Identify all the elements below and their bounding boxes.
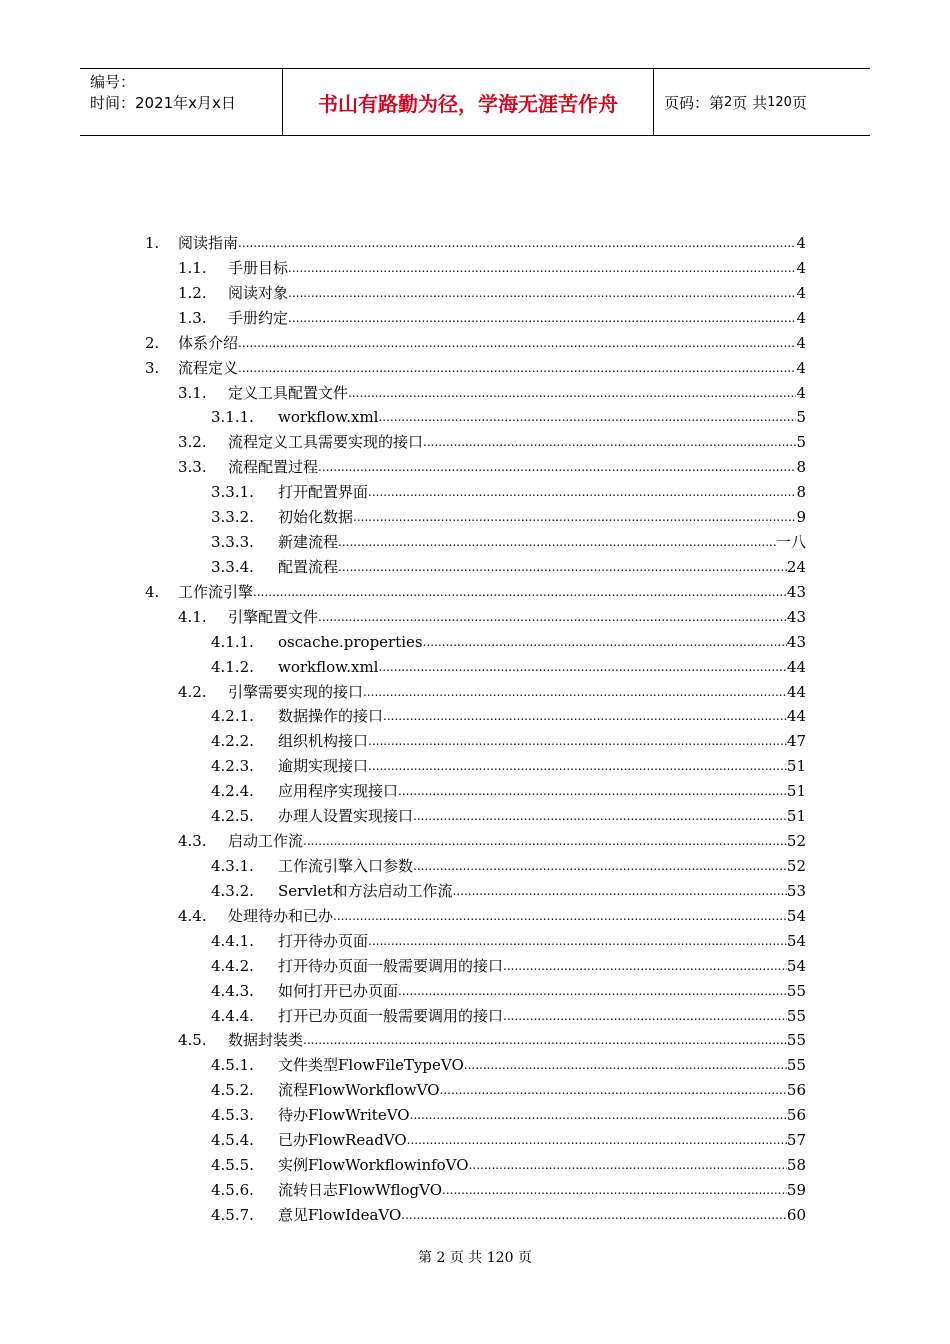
toc-entry-page: 8: [796, 483, 806, 502]
toc-entry-number: 4.2.2.: [211, 732, 254, 751]
toc-entry-number: 1.2.: [178, 283, 207, 302]
toc-leader-dots: [423, 632, 787, 652]
toc-entry-page: 55: [786, 1056, 806, 1075]
toc-leader-dots: [303, 1030, 787, 1050]
toc-entry[interactable]: [211, 731, 806, 751]
toc-entry-page: 56: [786, 1081, 806, 1100]
toc-leader-dots: [333, 906, 787, 926]
toc-entry-title: 数据操作的接口: [278, 707, 384, 726]
toc-entry-number: 3.2.: [178, 433, 207, 452]
toc-leader-dots: [398, 781, 787, 801]
toc-entry-number: 4.4.1.: [211, 931, 254, 950]
toc-leader-dots: [288, 258, 796, 278]
toc-entry-page: 55: [786, 981, 806, 1000]
toc-entry-page: 52: [786, 832, 806, 851]
toc-entry-page: 5: [796, 408, 806, 427]
toc-entry[interactable]: [211, 981, 806, 1001]
toc-entry-page: 43: [786, 607, 806, 626]
toc-entry[interactable]: [178, 258, 806, 278]
toc-entry-title: 新建流程: [278, 533, 339, 552]
toc-entry-title: Servlet和方法启动工作流: [278, 881, 453, 900]
toc-leader-dots: [453, 881, 787, 901]
toc-entry-title: 流程配置过程: [228, 458, 319, 477]
toc-entry-title: 配置流程: [278, 557, 339, 576]
toc-entry-page: 一八: [775, 533, 806, 552]
toc-entry-number: 4.1.1.: [211, 632, 254, 651]
toc-leader-dots: [398, 981, 787, 1001]
toc-entry-page: 54: [786, 906, 806, 925]
toc-entry-number: 3.3.1.: [211, 483, 254, 502]
toc-entry-title: 意见FlowIdeaVO: [278, 1205, 402, 1224]
toc-entry-page: 51: [786, 757, 806, 776]
toc-entry-number: 3.3.2.: [211, 508, 254, 527]
toc-entry[interactable]: [211, 756, 806, 776]
page-number: 2: [724, 94, 733, 110]
toc-leader-dots: [378, 657, 786, 677]
toc-entry-page: 55: [786, 1031, 806, 1050]
toc-entry-page: 8: [796, 458, 806, 477]
toc-entry-number: 4.5.2.: [211, 1081, 254, 1100]
toc-leader-dots: [238, 358, 796, 378]
toc-leader-dots: [253, 582, 787, 602]
toc-entry[interactable]: [178, 383, 806, 403]
toc-entry-number: 4.1.2.: [211, 657, 254, 676]
toc-entry-title: 组织机构接口: [278, 732, 369, 751]
toc-leader-dots: [353, 507, 796, 527]
toc-entry-number: 4.4.4.: [211, 1006, 254, 1025]
toc-leader-dots: [503, 1006, 787, 1026]
toc-entry-page: 54: [786, 931, 806, 950]
document-date-label: 时间：2021年x月x日: [90, 94, 236, 112]
toc-entry[interactable]: [211, 482, 806, 502]
page-total: 120: [767, 94, 792, 110]
toc-leader-dots: [363, 682, 787, 702]
toc-entry-number: 4.4.3.: [211, 981, 254, 1000]
toc-leader-dots: [368, 931, 787, 951]
header-motto: 书山有路勤为径，学海无涯苦作舟: [282, 69, 654, 135]
toc-entry-title: 体系介绍: [178, 333, 239, 352]
toc-entry-page: 44: [786, 657, 806, 676]
toc-entry[interactable]: [211, 657, 806, 677]
toc-leader-dots: [407, 1130, 787, 1150]
toc-entry-title: 如何打开已办页面: [278, 981, 399, 1000]
toc-entry-page: 4: [796, 383, 806, 402]
toc-entry-title: 初始化数据: [278, 508, 354, 527]
toc-leader-dots: [318, 607, 787, 627]
toc-entry-number: 4.4.2.: [211, 956, 254, 975]
toc-entry[interactable]: [211, 1006, 806, 1026]
toc-entry-title: 阅读对象: [228, 283, 289, 302]
toc-entry[interactable]: [211, 856, 806, 876]
header-info-cell: [80, 69, 282, 135]
toc-entry-number: 3.3.: [178, 458, 207, 477]
toc-entry[interactable]: [211, 1155, 806, 1175]
toc-entry-number: 4.3.2.: [211, 881, 254, 900]
toc-entry-page: 43: [786, 582, 806, 601]
toc-entry-page: 57: [786, 1131, 806, 1150]
toc-entry-title: workflow.xml: [278, 408, 379, 427]
toc-leader-dots: [440, 1080, 787, 1100]
toc-leader-dots: [368, 731, 787, 751]
toc-entry-title: 办理人设置实现接口: [278, 807, 414, 826]
toc-entry-number: 4.5.3.: [211, 1106, 254, 1125]
toc-entry-page: 44: [786, 682, 806, 701]
toc-entry[interactable]: [178, 457, 806, 477]
toc-entry-title: 处理待办和已办: [228, 906, 334, 925]
toc-entry[interactable]: [211, 881, 806, 901]
toc-leader-dots: [378, 407, 796, 427]
toc-leader-dots: [288, 308, 796, 328]
toc-entry-title: 打开已办页面一般需要调用的接口: [278, 1006, 504, 1025]
toc-entry-title: oscache.properties: [278, 632, 423, 651]
toc-entry-page: 43: [786, 632, 806, 651]
toc-leader-dots: [442, 1180, 787, 1200]
toc-leader-dots: [413, 806, 787, 826]
toc-entry-page: 24: [786, 557, 806, 576]
toc-entry[interactable]: [211, 806, 806, 826]
toc-entry-title: 实例FlowWorkflowinfoVO: [278, 1156, 469, 1175]
toc-entry-page: 4: [796, 308, 806, 327]
toc-entry-title: 手册约定: [228, 308, 289, 327]
toc-entry-page: 4: [796, 358, 806, 377]
toc-entry-number: 4.2.5.: [211, 807, 254, 826]
toc-entry-title: 手册目标: [228, 258, 289, 277]
toc-entry[interactable]: [145, 358, 806, 378]
document-number-label: 编号：: [90, 73, 136, 91]
toc-entry-number: 4.3.: [178, 832, 207, 851]
toc-entry-title: 启动工作流: [228, 832, 304, 851]
toc-entry-title: 引擎配置文件: [228, 607, 319, 626]
toc-entry-number: 4.5.: [178, 1031, 207, 1050]
toc-entry-number: 4.3.1.: [211, 857, 254, 875]
toc-leader-dots: [238, 233, 796, 253]
toc-entry-title: 应用程序实现接口: [278, 782, 399, 801]
toc-entry-title: 工作流引擎入口参数: [278, 857, 414, 875]
toc-entry-page: 59: [786, 1180, 806, 1199]
toc-entry[interactable]: [178, 906, 806, 926]
toc-leader-dots: [318, 457, 796, 477]
toc-leader-dots: [338, 532, 776, 552]
toc-entry-title: 流程定义工具需要实现的接口: [228, 433, 424, 452]
toc-entry-page: 51: [786, 807, 806, 826]
toc-entry-title: 流程定义: [178, 358, 239, 377]
toc-entry-title: 引擎需要实现的接口: [228, 682, 364, 701]
toc-leader-dots: [413, 856, 787, 876]
page-footer: 第 2 页 共 120 页: [418, 1250, 532, 1266]
toc-entry-number: 3.: [145, 358, 160, 377]
toc-entry[interactable]: [211, 931, 806, 951]
toc-entry-page: 4: [796, 333, 806, 352]
toc-leader-dots: [423, 432, 796, 452]
toc-entry-title: 已办FlowReadVO: [278, 1131, 407, 1150]
toc-entry-title: 阅读指南: [178, 234, 239, 252]
toc-entry-number: 4.2.4.: [211, 782, 254, 801]
toc-entry-page: 53: [786, 881, 806, 900]
toc-entry[interactable]: [178, 682, 806, 702]
toc-leader-dots: [338, 557, 787, 577]
toc-entry[interactable]: [211, 407, 806, 427]
toc-entry-page: 54: [786, 956, 806, 975]
toc-leader-dots: [469, 1155, 787, 1175]
toc-leader-dots: [288, 283, 796, 303]
toc-entry[interactable]: [211, 1205, 806, 1225]
toc-entry-title: 工作流引擎: [178, 582, 254, 601]
toc-entry-page: 4: [796, 283, 806, 302]
toc-entry-page: 60: [786, 1205, 806, 1224]
toc-entry[interactable]: [211, 781, 806, 801]
toc-entry-number: 4.2.1.: [211, 707, 254, 726]
toc-entry-page: 55: [786, 1006, 806, 1025]
toc-leader-dots: [410, 1105, 787, 1125]
toc-leader-dots: [368, 756, 787, 776]
toc-entry-page: 4: [796, 234, 806, 252]
toc-entry-number: 4.2.3.: [211, 757, 254, 776]
toc-entry[interactable]: [211, 1180, 806, 1200]
toc-entry-page: 52: [786, 857, 806, 875]
toc-entry-page: 47: [786, 732, 806, 751]
toc-entry[interactable]: [211, 557, 806, 577]
toc-entry-title: 待办FlowWriteVO: [278, 1106, 410, 1125]
toc-entry-number: 3.3.3.: [211, 533, 254, 552]
toc-entry-title: 流转日志FlowWflogVO: [278, 1180, 442, 1199]
toc-entry-number: 2.: [145, 333, 160, 352]
toc-entry-title: 打开配置界面: [278, 483, 369, 502]
page-header: [80, 68, 870, 136]
toc-entry-title: 数据封装类: [228, 1031, 304, 1050]
page-mid: 页 共: [732, 93, 768, 112]
toc-entry-page: 9: [796, 508, 806, 527]
toc-entry[interactable]: [178, 831, 806, 851]
page-suffix: 页: [791, 93, 807, 112]
header-page-info: [654, 69, 870, 135]
toc-entry-page: 4: [796, 258, 806, 277]
toc-entry-page: 5: [796, 433, 806, 452]
toc-entry-number: 1.3.: [178, 308, 207, 327]
page-prefix: 页码：第: [664, 93, 725, 112]
toc-entry-number: 3.1.: [178, 383, 207, 402]
toc-entry[interactable]: [211, 632, 806, 652]
toc-leader-dots: [368, 482, 796, 502]
toc-entry-title: 流程FlowWorkflowVO: [278, 1081, 440, 1100]
toc-entry[interactable]: [211, 507, 806, 527]
toc-entry[interactable]: [211, 1105, 806, 1125]
toc-leader-dots: [303, 831, 787, 851]
toc-entry-title: 打开待办页面: [278, 931, 369, 950]
toc-entry[interactable]: [145, 333, 806, 353]
toc-entry[interactable]: [145, 582, 806, 602]
toc-leader-dots: [401, 1205, 787, 1225]
toc-entry[interactable]: [211, 1080, 806, 1100]
toc-leader-dots: [383, 706, 787, 726]
toc-entry-number: 4.5.5.: [211, 1156, 254, 1175]
toc-entry[interactable]: [211, 1055, 806, 1075]
toc-entry[interactable]: [211, 1130, 806, 1150]
toc-entry[interactable]: [178, 607, 806, 627]
toc-entry[interactable]: [211, 956, 806, 976]
toc-entry[interactable]: [211, 706, 806, 726]
toc-entry-number: 1.1.: [178, 258, 207, 277]
toc-entry-title: 打开待办页面一般需要调用的接口: [278, 956, 504, 975]
toc-entry[interactable]: [145, 233, 806, 253]
toc-leader-dots: [464, 1055, 787, 1075]
toc-entry-title: 定义工具配置文件: [228, 383, 349, 402]
toc-leader-dots: [238, 333, 796, 353]
toc-leader-dots: [503, 956, 787, 976]
toc-entry-number: 4.5.1.: [211, 1056, 254, 1075]
toc-leader-dots: [348, 383, 796, 403]
toc-entry-page: 51: [786, 782, 806, 801]
toc-entry[interactable]: [178, 283, 806, 303]
toc-entry-number: 3.1.1.: [211, 408, 254, 427]
toc-entry[interactable]: [178, 1030, 806, 1050]
toc-entry-number: 4.1.: [178, 607, 207, 626]
toc-entry-title: 逾期实现接口: [278, 757, 369, 776]
toc-entry-number: 4.5.6.: [211, 1180, 254, 1199]
toc-entry[interactable]: [178, 432, 806, 452]
toc-entry-page: 44: [786, 707, 806, 726]
toc-entry[interactable]: [211, 532, 806, 552]
toc-entry-number: 4.5.7.: [211, 1205, 254, 1224]
toc-entry-number: 4.4.: [178, 906, 207, 925]
toc-entry-page: 56: [786, 1106, 806, 1125]
toc-entry-title: 文件类型FlowFileTypeVO: [278, 1056, 464, 1075]
toc-entry-number: 4.2.: [178, 682, 207, 701]
toc-entry[interactable]: [178, 308, 806, 328]
toc-entry-number: 4.5.4.: [211, 1131, 254, 1150]
toc-entry-title: workflow.xml: [278, 657, 379, 676]
toc-entry-number: 4.: [145, 582, 160, 601]
toc-entry-page: 58: [786, 1156, 806, 1175]
toc-entry-number: 1.: [145, 234, 160, 252]
toc-entry-number: 3.3.4.: [211, 557, 254, 576]
